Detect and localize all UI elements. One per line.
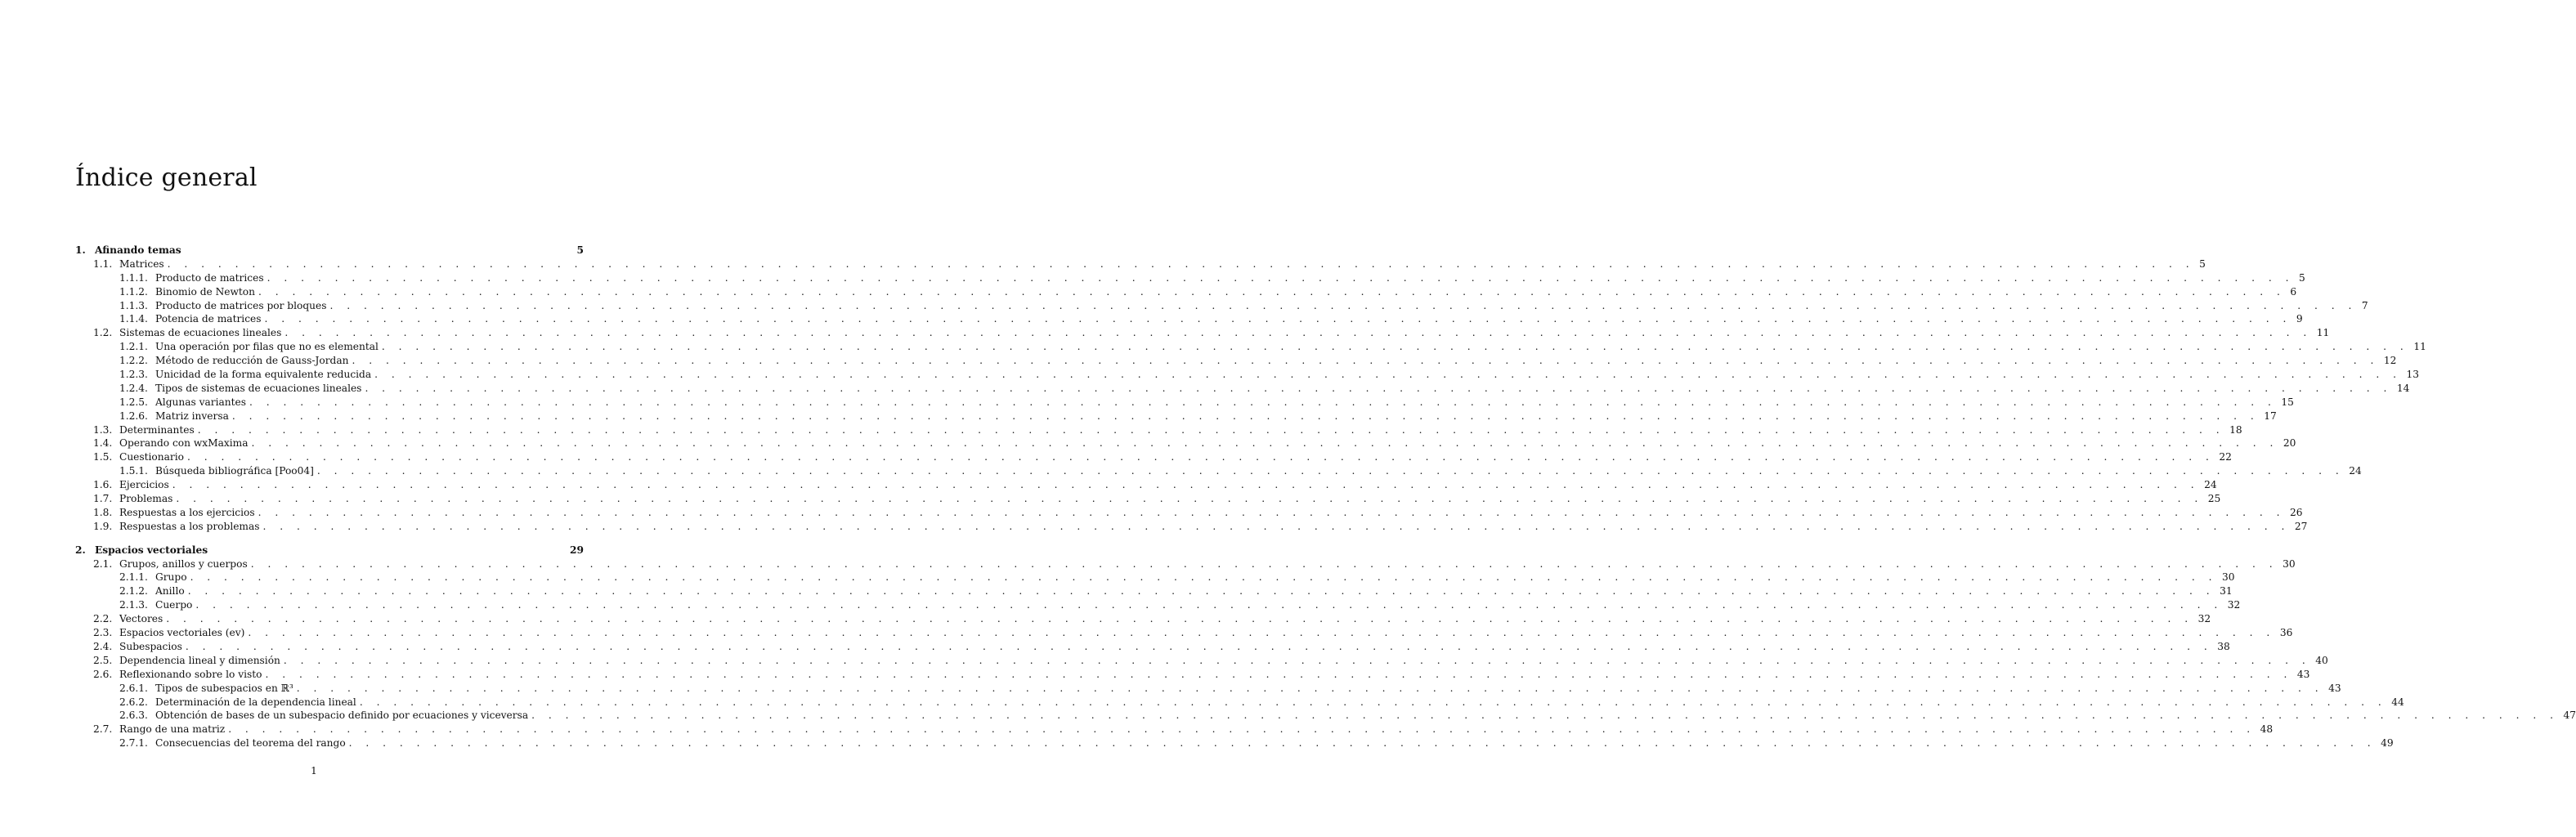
toc-title: Anillo bbox=[155, 584, 188, 598]
toc-number: 1.1. bbox=[93, 257, 113, 270]
dot-leader: . . . . . . . . . . . . . . . . . . . . . . . . . . . . . . . . . . . . . . . . . . . . . . . . . . . . . . . . . . . . . . . . . . . . . . . . . . . . . . . . . . . . . . . . . . . . . . . . . . . . . . . . . . . . . . . . . . . . . . . . bbox=[166, 613, 2193, 625]
toc-number: 2.4. bbox=[93, 640, 113, 652]
toc-page-number: 14 bbox=[2396, 382, 2410, 394]
toc-number: 1.2. bbox=[93, 327, 113, 339]
toc-section[interactable] bbox=[75, 640, 2230, 654]
dot-leader: . . . . . . . . . . . . . . . . . . . . . . . . . . . . . . . . . . . . . . . . . . . . . . . . . . . . . . . . . . . . . . . . . . . . . . . . . . . . . . . . . . . . . . . . . . . . . . . . . . . . . . . . . . . . . . . . . . . . . . . . bbox=[231, 410, 2260, 422]
dot-leader: . . . . . . . . . . . . . . . . . . . . . . . . . . . . . . . . . . . . . . . . . . . . . . . . . . . . . . . . . . . . . . . . . . . . . . . . . . . . . . . . . . . . . . . . . . . . . . . . . . . . . . . . . . . . . . . . . . . . . . . . bbox=[267, 271, 2294, 284]
dot-leader: . . . . . . . . . . . . . . . . . . . . . . . . . . . . . . . . . . . . . . . . . . . . . . . . . . . . . . . . . . . . . . . . . . . . . . . . . . . . . . . . . . . . . . . . . . . . . . . . . . . . . . . . . . . . . . . . . . . . . . . . bbox=[284, 327, 2312, 339]
toc-number: 1.2.2. bbox=[119, 355, 148, 367]
toc-title: Rango de una matriz bbox=[119, 723, 228, 736]
toc-page-number: 29 bbox=[570, 544, 584, 556]
toc-page-number: 30 bbox=[2221, 571, 2235, 584]
toc-page-number: 13 bbox=[2406, 369, 2420, 381]
toc-section[interactable] bbox=[75, 520, 2308, 534]
dot-leader: . . . . . . . . . . . . . . . . . . . . . . . . . . . . . . . . . . . . . . . . . . . . . . . . . . . . . . . . . . . . . . . . . . . . . . . . . . . . . . . . . . . . . . . . . . . . . . . . . . . . . . . . . . . . . . . . . . . . . . . . bbox=[264, 313, 2292, 325]
dot-leader: . . . . . . . . . . . . . . . . . . . . . . . . . . . . . . . . . . . . . . . . . . . . . . . . . . . . . . . . . . . . . . . . . . . . . . . . . . . . . . . . . . . . . . . . . . . . . . . . . . . . . . . . . . . . . . . . . . . . . . . . bbox=[167, 257, 2195, 270]
dot-leader: . . . . . . . . . . . . . . . . . . . . . . . . . . . . . . . . . . . . . . . . . . . . . . . . . . . . . . . . . . . . . . . . . . . . . . . . . . . . . . . . . . . . . . . . . . . . . . . . . . . . . . . . . . . . . . . . . . . . . . . . bbox=[262, 520, 2290, 532]
dot-leader: . . . . . . . . . . . . . . . . . . . . . . . . . . . . . . . . . . . . . . . . . . . . . . . . . . . . . . . . . . . . . . . . . . . . . . . . . . . . . . . . . . . . . . . . . . . . . . . . . . . . . . . . . . . . . . . . . . . . . . . . bbox=[190, 571, 2217, 584]
toc-subsection[interactable] bbox=[75, 271, 2305, 285]
dot-leader: . . . . . . . . . . . . . . . . . . . . . . . . . . . . . . . . . . . . . . . . . . . . . . . . . . . . . . . . . . . . . . . . . . . . . . . . . . . . . . . . . . . . . . . . . . . . . . . . . . . . . . . . . . . . . . . . . . . . . . . . bbox=[228, 723, 2256, 736]
toc-number: 1.5. bbox=[93, 451, 113, 463]
dot-leader: . . . . . . . . . . . . . . . . . . . . . . . . . . . . . . . . . . . . . . . . . . . . . . . . . . . . . . . . . . . . . . . . . . . . . . . . . . . . . . . . . . . . . . . . . . . . . . . . . . . . . . . . . . . . . . . . . . . . . . . . bbox=[329, 299, 2357, 311]
toc-number: 2.3. bbox=[93, 627, 113, 639]
toc-title: Producto de matrices bbox=[155, 271, 267, 285]
toc-title: Determinación de la dependencia lineal bbox=[155, 696, 360, 709]
toc-chapter[interactable] bbox=[75, 244, 584, 257]
toc-chapter[interactable] bbox=[75, 544, 584, 557]
toc-page-number: 44 bbox=[2391, 696, 2404, 708]
toc-section[interactable] bbox=[75, 626, 2293, 640]
toc-title: Grupos, anillos y cuerpos bbox=[119, 557, 251, 571]
dot-leader: . . . . . . . . . . . . . . . . . . . . . . . . . . . . . . . . . . . . . . . . . . . . . . . . . . . . . . . . . . . . . . . . . . . . . . . . . . . . . . . . . . . . . . . . . . . . . . . . . . . . . . . . . . . . . . . . . . . . . . . . bbox=[283, 654, 2311, 666]
toc-number: 1.2.4. bbox=[119, 382, 148, 394]
toc-number: 1. bbox=[75, 244, 86, 256]
dot-leader: . . . . . . . . . . . . . . . . . . . . . . . . . . . . . . . . . . . . . . . . . . . . . . . . . . . . . . . . . . . . . . . . . . . . . . . . . . . . . . . . . . . . . . . . . . . . . . . . . . . . . . . . . . . . . . . . . . . . . . . . bbox=[250, 557, 2278, 570]
toc-page-number: 9 bbox=[2296, 313, 2303, 325]
toc-section[interactable] bbox=[75, 654, 2328, 668]
toc-subsection[interactable] bbox=[75, 299, 2368, 313]
toc-subsection[interactable] bbox=[75, 312, 2303, 326]
toc-title: Espacios vectoriales bbox=[95, 544, 211, 557]
toc-title: Respuestas a los ejercicios bbox=[119, 506, 258, 520]
dot-leader bbox=[185, 244, 549, 257]
dot-leader bbox=[211, 544, 549, 557]
toc-title: Obtención de bases de un subespacio definido por ecuaciones y viceversa bbox=[155, 709, 531, 723]
toc-chapter-block bbox=[75, 544, 2576, 750]
toc-page-number: 40 bbox=[2315, 654, 2328, 666]
dot-leader: . . . . . . . . . . . . . . . . . . . . . . . . . . . . . . . . . . . . . . . . . . . . . . . . . . . . . . . . . . . . . . . . . . . . . . . . . . . . . . . . . . . . . . . . . . . . . . . . . . . . . . . . . . . . . . . . . . . . . . . . bbox=[186, 451, 2215, 463]
toc-number: 1.1.2. bbox=[119, 285, 148, 298]
toc-title: Vectores bbox=[119, 612, 166, 626]
toc-subsection[interactable] bbox=[75, 285, 2297, 299]
toc-number: 1.2.1. bbox=[119, 341, 148, 353]
toc-number: 2.6. bbox=[93, 668, 113, 680]
toc-page-number: 24 bbox=[2349, 465, 2362, 477]
toc-title: Subespacios bbox=[119, 640, 186, 654]
toc-page-number: 5 bbox=[2199, 257, 2206, 270]
toc-subsection[interactable] bbox=[75, 571, 2235, 584]
dot-leader: . . . . . . . . . . . . . . . . . . . . . . . . . . . . . . . . . . . . . . . . . . . . . . . . . . . . . . . . . . . . . . . . . . . . . . . . . . . . . . . . . . . . . . . . . . . . . . . . . . . . . . . . . . . . . . . . . . . . . . . . bbox=[352, 355, 2379, 367]
toc-number: 2.1.2. bbox=[119, 585, 148, 598]
dot-leader: . . . . . . . . . . . . . . . . . . . . . . . . . . . . . . . . . . . . . . . . . . . . . . . . . . . . . . . . . . . . . . . . . . . . . . . . . . . . . . . . . . . . . . . . . . . . . . . . . . . . . . . . . . . . . . . . . . . . . . . . bbox=[251, 437, 2278, 450]
dot-leader: . . . . . . . . . . . . . . . . . . . . . . . . . . . . . . . . . . . . . . . . . . . . . . . . . . . . . . . . . . . . . . . . . . . . . . . . . . . . . . . . . . . . . . . . . . . . . . . . . . . . . . . . . . . . . . . . . . . . . . . . bbox=[187, 585, 2215, 598]
toc-page-number: 27 bbox=[2294, 520, 2308, 532]
dot-leader: . . . . . . . . . . . . . . . . . . . . . . . . . . . . . . . . . . . . . . . . . . . . . . . . . . . . . . . . . . . . . . . . . . . . . . . . . . . . . . . . . . . . . . . . . . . . . . . . . . . . . . . . . . . . . . . . . . . . . . . . bbox=[258, 506, 2286, 518]
dot-leader: . . . . . . . . . . . . . . . . . . . . . . . . . . . . . . . . . . . . . . . . . . . . . . . . . . . . . . . . . . . . . . . . . . . . . . . . . . . . . . . . . . . . . . . . . . . . . . . . . . . . . . . . . . . . . . . . . . . . . . . . bbox=[531, 709, 2559, 722]
toc-number: 1.6. bbox=[93, 479, 113, 491]
toc-title: Respuestas a los problemas bbox=[119, 520, 263, 534]
dot-leader: . . . . . . . . . . . . . . . . . . . . . . . . . . . . . . . . . . . . . . . . . . . . . . . . . . . . . . . . . . . . . . . . . . . . . . . . . . . . . . . . . . . . . . . . . . . . . . . . . . . . . . . . . . . . . . . . . . . . . . . . bbox=[316, 465, 2345, 477]
toc-number: 1.3. bbox=[93, 423, 113, 436]
dot-leader: . . . . . . . . . . . . . . . . . . . . . . . . . . . . . . . . . . . . . . . . . . . . . . . . . . . . . . . . . . . . . . . . . . . . . . . . . . . . . . . . . . . . . . . . . . . . . . . . . . . . . . . . . . . . . . . . . . . . . . . . bbox=[359, 696, 2387, 708]
dot-leader: . . . . . . . . . . . . . . . . . . . . . . . . . . . . . . . . . . . . . . . . . . . . . . . . . . . . . . . . . . . . . . . . . . . . . . . . . . . . . . . . . . . . . . . . . . . . . . . . . . . . . . . . . . . . . . . . . . . . . . . . bbox=[348, 737, 2377, 750]
toc-page-number: 48 bbox=[2260, 723, 2274, 736]
dot-leader: . . . . . . . . . . . . . . . . . . . . . . . . . . . . . . . . . . . . . . . . . . . . . . . . . . . . . . . . . . . . . . . . . . . . . . . . . . . . . . . . . . . . . . . . . . . . . . . . . . . . . . . . . . . . . . . . . . . . . . . . bbox=[172, 479, 2200, 491]
toc-number: 2.2. bbox=[93, 613, 113, 625]
dot-leader: . . . . . . . . . . . . . . . . . . . . . . . . . . . . . . . . . . . . . . . . . . . . . . . . . . . . . . . . . . . . . . . . . . . . . . . . . . . . . . . . . . . . . . . . . . . . . . . . . . . . . . . . . . . . . . . . . . . . . . . . bbox=[258, 285, 2286, 298]
toc-page-number: 7 bbox=[2361, 299, 2368, 311]
toc-number: 2.6.3. bbox=[119, 709, 148, 722]
toc-title: Matriz inversa bbox=[155, 410, 232, 423]
toc-title: Algunas variantes bbox=[155, 396, 249, 410]
toc-number: 1.9. bbox=[93, 520, 113, 532]
toc-page-number: 12 bbox=[2383, 355, 2397, 367]
toc-number: 1.8. bbox=[93, 506, 113, 518]
toc-title: Producto de matrices por bloques bbox=[155, 299, 329, 313]
page-number: 1 bbox=[311, 765, 317, 777]
toc-page-number: 5 bbox=[576, 244, 584, 256]
toc-page-number: 6 bbox=[2290, 285, 2297, 298]
page-title: Índice general bbox=[75, 163, 258, 192]
toc-subsection[interactable] bbox=[75, 696, 2404, 709]
toc-number: 1.5.1. bbox=[119, 465, 148, 477]
toc-page-number: 11 bbox=[2413, 341, 2426, 353]
toc-section[interactable] bbox=[75, 668, 2310, 682]
toc-page-number: 25 bbox=[2207, 493, 2221, 505]
toc-page-number: 38 bbox=[2217, 640, 2230, 652]
toc-subsection[interactable] bbox=[75, 682, 2341, 696]
toc-section[interactable] bbox=[75, 423, 2242, 437]
dot-leader: . . . . . . . . . . . . . . . . . . . . . . . . . . . . . . . . . . . . . . . . . . . . . . . . . . . . . . . . . . . . . . . . . . . . . . . . . . . . . . . . . . . . . . . . . . . . . . . . . . . . . . . . . . . . . . . . . . . . . . . . bbox=[296, 682, 2324, 694]
toc-title: Sistemas de ecuaciones lineales bbox=[119, 326, 284, 340]
toc-title: Potencia de matrices bbox=[155, 312, 265, 326]
toc-number: 2.7. bbox=[93, 723, 113, 736]
toc-title: Problemas bbox=[119, 492, 176, 506]
toc-title: Cuerpo bbox=[155, 598, 195, 612]
toc-title: Tipos de sistemas de ecuaciones lineales bbox=[155, 382, 365, 396]
toc-page-number: 15 bbox=[2281, 396, 2294, 408]
toc-title: Binomio de Newton bbox=[155, 285, 258, 299]
toc-page-number: 43 bbox=[2328, 682, 2341, 694]
toc-number: 1.7. bbox=[93, 493, 113, 505]
toc-section[interactable] bbox=[75, 723, 2274, 736]
toc-section[interactable] bbox=[75, 450, 2232, 464]
dot-leader: . . . . . . . . . . . . . . . . . . . . . . . . . . . . . . . . . . . . . . . . . . . . . . . . . . . . . . . . . . . . . . . . . . . . . . . . . . . . . . . . . . . . . . . . . . . . . . . . . . . . . . . . . . . . . . . . . . . . . . . . bbox=[381, 341, 2409, 353]
toc-chapter-block bbox=[75, 244, 2426, 534]
toc-subsection[interactable] bbox=[75, 464, 2362, 478]
toc-section[interactable] bbox=[75, 436, 2296, 450]
toc-number: 2. bbox=[75, 544, 86, 556]
toc-subsection[interactable] bbox=[75, 368, 2420, 382]
toc-number: 2.1. bbox=[93, 557, 113, 570]
dot-leader: . . . . . . . . . . . . . . . . . . . . . . . . . . . . . . . . . . . . . . . . . . . . . . . . . . . . . . . . . . . . . . . . . . . . . . . . . . . . . . . . . . . . . . . . . . . . . . . . . . . . . . . . . . . . . . . . . . . . . . . . bbox=[249, 396, 2277, 408]
dot-leader: . . . . . . . . . . . . . . . . . . . . . . . . . . . . . . . . . . . . . . . . . . . . . . . . . . . . . . . . . . . . . . . . . . . . . . . . . . . . . . . . . . . . . . . . . . . . . . . . . . . . . . . . . . . . . . . . . . . . . . . . bbox=[374, 369, 2402, 381]
toc-title: Cuestionario bbox=[119, 450, 187, 464]
toc-subsection[interactable] bbox=[75, 598, 2241, 612]
toc-title: Espacios vectoriales (ev) bbox=[119, 626, 248, 640]
toc-page-number: 30 bbox=[2283, 557, 2296, 570]
toc-page-number: 47 bbox=[2563, 709, 2576, 722]
toc-title: Grupo bbox=[155, 571, 190, 584]
toc-number: 2.1.3. bbox=[119, 599, 148, 611]
toc-section[interactable] bbox=[75, 612, 2211, 626]
toc-title: Matrices bbox=[119, 257, 168, 271]
toc-number: 1.2.6. bbox=[119, 410, 148, 422]
toc-title: Ejercicios bbox=[119, 478, 172, 492]
toc-title: Dependencia lineal y dimensión bbox=[119, 654, 284, 668]
toc-title: Afinando temas bbox=[95, 244, 185, 257]
dot-leader: . . . . . . . . . . . . . . . . . . . . . . . . . . . . . . . . . . . . . . . . . . . . . . . . . . . . . . . . . . . . . . . . . . . . . . . . . . . . . . . . . . . . . . . . . . . . . . . . . . . . . . . . . . . . . . . . . . . . . . . . bbox=[176, 493, 2203, 505]
toc-number: 1.2.3. bbox=[119, 369, 148, 381]
dot-leader: . . . . . . . . . . . . . . . . . . . . . . . . . . . . . . . . . . . . . . . . . . . . . . . . . . . . . . . . . . . . . . . . . . . . . . . . . . . . . . . . . . . . . . . . . . . . . . . . . . . . . . . . . . . . . . . . . . . . . . . . bbox=[195, 599, 2223, 611]
table-of-contents bbox=[75, 244, 2576, 760]
toc-page-number: 18 bbox=[2229, 423, 2242, 436]
dot-leader: . . . . . . . . . . . . . . . . . . . . . . . . . . . . . . . . . . . . . . . . . . . . . . . . . . . . . . . . . . . . . . . . . . . . . . . . . . . . . . . . . . . . . . . . . . . . . . . . . . . . . . . . . . . . . . . . . . . . . . . . bbox=[197, 423, 2225, 436]
toc-number: 2.7.1. bbox=[119, 737, 148, 750]
toc-page-number: 20 bbox=[2283, 437, 2296, 450]
dot-leader: . . . . . . . . . . . . . . . . . . . . . . . . . . . . . . . . . . . . . . . . . . . . . . . . . . . . . . . . . . . . . . . . . . . . . . . . . . . . . . . . . . . . . . . . . . . . . . . . . . . . . . . . . . . . . . . . . . . . . . . . bbox=[365, 382, 2392, 394]
toc-page-number: 26 bbox=[2290, 506, 2303, 518]
dot-leader: . . . . . . . . . . . . . . . . . . . . . . . . . . . . . . . . . . . . . . . . . . . . . . . . . . . . . . . . . . . . . . . . . . . . . . . . . . . . . . . . . . . . . . . . . . . . . . . . . . . . . . . . . . . . . . . . . . . . . . . . bbox=[248, 627, 2275, 639]
toc-number: 1.4. bbox=[93, 437, 113, 450]
toc-page-number: 11 bbox=[2316, 327, 2330, 339]
toc-number: 2.5. bbox=[93, 654, 113, 666]
toc-subsection[interactable] bbox=[75, 709, 2576, 723]
toc-title: Tipos de subespacios en ℝ³ bbox=[155, 682, 297, 696]
toc-title: Búsqueda bibliográfica [Poo04] bbox=[155, 464, 317, 478]
toc-title: Una operación por filas que no es elemental bbox=[155, 340, 382, 354]
toc-subsection[interactable] bbox=[75, 340, 2426, 354]
toc-subsection[interactable] bbox=[75, 382, 2410, 396]
toc-number: 1.2.5. bbox=[119, 396, 148, 408]
toc-subsection[interactable] bbox=[75, 354, 2397, 368]
toc-page-number: 17 bbox=[2264, 410, 2277, 422]
toc-number: 2.6.2. bbox=[119, 696, 148, 708]
toc-page-number: 49 bbox=[2381, 737, 2394, 750]
toc-subsection[interactable] bbox=[75, 584, 2233, 598]
toc-page-number: 32 bbox=[2197, 613, 2211, 625]
toc-section[interactable] bbox=[75, 506, 2303, 520]
toc-page-number: 31 bbox=[2220, 585, 2233, 598]
toc-title: Reflexionando sobre lo visto bbox=[119, 668, 266, 682]
toc-title: Determinantes bbox=[119, 423, 198, 437]
toc-section[interactable] bbox=[75, 257, 2206, 271]
toc-title: Consecuencias del teorema del rango bbox=[155, 736, 349, 750]
toc-title: Operando con wxMaxima bbox=[119, 436, 252, 450]
toc-page-number: 36 bbox=[2279, 627, 2293, 639]
toc-section[interactable] bbox=[75, 478, 2217, 492]
toc-subsection[interactable] bbox=[75, 396, 2294, 410]
toc-page-number: 22 bbox=[2219, 451, 2232, 463]
toc-subsection[interactable] bbox=[75, 736, 2394, 750]
toc-section[interactable] bbox=[75, 326, 2330, 340]
toc-number: 1.1.3. bbox=[119, 299, 148, 311]
toc-number: 1.1.1. bbox=[119, 271, 148, 284]
toc-section[interactable] bbox=[75, 557, 2296, 571]
toc-number: 2.1.1. bbox=[119, 571, 148, 584]
toc-number: 1.1.4. bbox=[119, 313, 148, 325]
toc-number: 2.6.1. bbox=[119, 682, 148, 694]
toc-page-number: 43 bbox=[2296, 668, 2310, 680]
toc-title: Método de reducción de Gauss-Jordan bbox=[155, 354, 352, 368]
dot-leader: . . . . . . . . . . . . . . . . . . . . . . . . . . . . . . . . . . . . . . . . . . . . . . . . . . . . . . . . . . . . . . . . . . . . . . . . . . . . . . . . . . . . . . . . . . . . . . . . . . . . . . . . . . . . . . . . . . . . . . . . bbox=[265, 668, 2292, 680]
toc-page-number: 5 bbox=[2298, 271, 2305, 284]
toc-page-number: 24 bbox=[2204, 479, 2217, 491]
toc-page-number: 32 bbox=[2227, 599, 2241, 611]
toc-subsection[interactable] bbox=[75, 410, 2277, 423]
dot-leader: . . . . . . . . . . . . . . . . . . . . . . . . . . . . . . . . . . . . . . . . . . . . . . . . . . . . . . . . . . . . . . . . . . . . . . . . . . . . . . . . . . . . . . . . . . . . . . . . . . . . . . . . . . . . . . . . . . . . . . . . bbox=[185, 640, 2213, 652]
toc-title: Unicidad de la forma equivalente reducida bbox=[155, 368, 374, 382]
toc-section[interactable] bbox=[75, 492, 2221, 506]
